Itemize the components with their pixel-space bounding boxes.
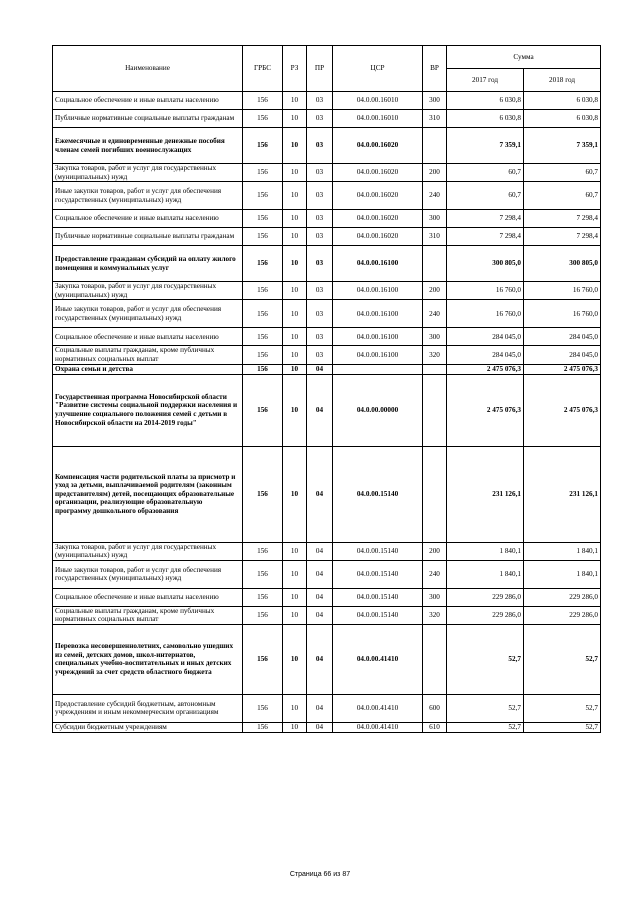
row-grbs: 156 <box>243 128 283 164</box>
row-sum-2018: 52,7 <box>524 722 601 732</box>
row-rz: 10 <box>283 364 307 374</box>
row-pr: 03 <box>307 92 333 110</box>
row-sum-2017: 7 359,1 <box>447 128 524 164</box>
row-name: Публичные нормативные социальные выплаты гражданам <box>53 110 243 128</box>
table-row <box>53 164 601 182</box>
row-vr: 320 <box>423 606 447 624</box>
row-pr: 04 <box>307 364 333 374</box>
row-sum-2017: 16 760,0 <box>447 282 524 300</box>
row-sum-2018: 6 030,8 <box>524 92 601 110</box>
table-row <box>53 346 601 364</box>
row-sum-2017: 7 298,4 <box>447 228 524 246</box>
row-rz: 10 <box>283 542 307 560</box>
table-row <box>53 92 601 110</box>
table-row <box>53 228 601 246</box>
row-vr: 300 <box>423 328 447 346</box>
row-name: Иные закупки товаров, работ и услуг для обеспечения государственных (муниципальных) нужд <box>53 560 243 588</box>
row-grbs: 156 <box>243 624 283 694</box>
row-sum-2018: 1 840,1 <box>524 560 601 588</box>
budget-table <box>52 45 601 733</box>
row-vr: 200 <box>423 542 447 560</box>
row-csr <box>333 364 423 374</box>
row-name: Закупка товаров, работ и услуг для государственных (муниципальных) нужд <box>53 282 243 300</box>
row-sum-2018: 2 475 076,3 <box>524 364 601 374</box>
row-pr: 04 <box>307 560 333 588</box>
row-name: Социальное обеспечение и иные выплаты населению <box>53 210 243 228</box>
row-rz: 10 <box>283 624 307 694</box>
row-name: Ежемесячные и единовременные денежные пособия членам семей погибших военнослужащих <box>53 128 243 164</box>
row-csr: 04.0.00.16020 <box>333 210 423 228</box>
row-sum-2017: 6 030,8 <box>447 92 524 110</box>
row-vr: 240 <box>423 560 447 588</box>
header-sum: Сумма <box>447 46 601 69</box>
row-csr: 04.0.00.41410 <box>333 722 423 732</box>
row-csr: 04.0.00.16020 <box>333 128 423 164</box>
row-vr <box>423 364 447 374</box>
row-csr: 04.0.00.16010 <box>333 110 423 128</box>
row-csr: 04.0.00.15140 <box>333 606 423 624</box>
row-rz: 10 <box>283 164 307 182</box>
row-vr: 300 <box>423 92 447 110</box>
row-grbs: 156 <box>243 588 283 606</box>
row-sum-2017: 60,7 <box>447 164 524 182</box>
row-sum-2018: 16 760,0 <box>524 300 601 328</box>
row-name: Государственная программа Новосибирской области "Развитие системы социальной поддержки населения и улучшение социального положения семей с детьми в Новосибирской области на 2014-2019 годы" <box>53 374 243 446</box>
row-pr: 04 <box>307 606 333 624</box>
row-sum-2018: 231 126,1 <box>524 446 601 542</box>
row-vr: 200 <box>423 282 447 300</box>
row-sum-2018: 16 760,0 <box>524 282 601 300</box>
row-sum-2018: 284 045,0 <box>524 346 601 364</box>
row-grbs: 156 <box>243 92 283 110</box>
row-sum-2018: 60,7 <box>524 182 601 210</box>
row-grbs: 156 <box>243 110 283 128</box>
table-row <box>53 542 601 560</box>
row-name: Иные закупки товаров, работ и услуг для обеспечения государственных (муниципальных) нужд <box>53 300 243 328</box>
row-vr <box>423 446 447 542</box>
row-csr: 04.0.00.41410 <box>333 694 423 722</box>
row-name: Перевозка несовершеннолетних, самовольно ушедших из семей, детских домов, школ-интернатов, специальных учебно-воспитательных и иных детских учреждений за счет средств областного бюджета <box>53 624 243 694</box>
row-rz: 10 <box>283 606 307 624</box>
row-sum-2017: 284 045,0 <box>447 346 524 364</box>
row-name: Социальное обеспечение и иные выплаты населению <box>53 92 243 110</box>
row-sum-2018: 7 298,4 <box>524 228 601 246</box>
row-rz: 10 <box>283 446 307 542</box>
header-name: Наименование <box>53 46 243 92</box>
table-row <box>53 246 601 282</box>
row-name: Предоставление гражданам субсидий на оплату жилого помещения и коммунальных услуг <box>53 246 243 282</box>
row-sum-2018: 229 286,0 <box>524 606 601 624</box>
row-csr: 04.0.00.16020 <box>333 164 423 182</box>
table-row <box>53 300 601 328</box>
row-rz: 10 <box>283 110 307 128</box>
row-rz: 10 <box>283 128 307 164</box>
row-pr: 04 <box>307 624 333 694</box>
row-sum-2017: 7 298,4 <box>447 210 524 228</box>
row-csr: 04.0.00.16100 <box>333 300 423 328</box>
row-rz: 10 <box>283 374 307 446</box>
row-sum-2017: 2 475 076,3 <box>447 374 524 446</box>
row-grbs: 156 <box>243 346 283 364</box>
row-sum-2017: 52,7 <box>447 624 524 694</box>
row-sum-2017: 229 286,0 <box>447 588 524 606</box>
row-csr: 04.0.00.15140 <box>333 560 423 588</box>
row-pr: 03 <box>307 346 333 364</box>
row-name: Социальные выплаты гражданам, кроме публичных нормативных социальных выплат <box>53 346 243 364</box>
row-vr: 240 <box>423 182 447 210</box>
row-vr <box>423 128 447 164</box>
header-2017: 2017 год <box>447 69 524 92</box>
row-sum-2017: 2 475 076,3 <box>447 364 524 374</box>
row-vr: 200 <box>423 164 447 182</box>
table-row <box>53 446 601 542</box>
row-rz: 10 <box>283 346 307 364</box>
row-pr: 03 <box>307 182 333 210</box>
row-sum-2017: 16 760,0 <box>447 300 524 328</box>
row-rz: 10 <box>283 328 307 346</box>
document-page <box>52 45 600 733</box>
row-vr: 240 <box>423 300 447 328</box>
row-pr: 03 <box>307 164 333 182</box>
table-row <box>53 364 601 374</box>
table-row <box>53 182 601 210</box>
row-sum-2017: 231 126,1 <box>447 446 524 542</box>
row-sum-2018: 6 030,8 <box>524 110 601 128</box>
row-csr: 04.0.00.16020 <box>333 182 423 210</box>
row-rz: 10 <box>283 588 307 606</box>
row-csr: 04.0.00.00000 <box>333 374 423 446</box>
row-sum-2018: 2 475 076,3 <box>524 374 601 446</box>
row-csr: 04.0.00.16010 <box>333 92 423 110</box>
row-csr: 04.0.00.41410 <box>333 624 423 694</box>
row-sum-2018: 7 359,1 <box>524 128 601 164</box>
row-rz: 10 <box>283 722 307 732</box>
row-sum-2017: 6 030,8 <box>447 110 524 128</box>
row-pr: 04 <box>307 446 333 542</box>
row-sum-2018: 229 286,0 <box>524 588 601 606</box>
header-vr: ВР <box>423 46 447 92</box>
row-sum-2017: 1 840,1 <box>447 560 524 588</box>
row-name: Социальные выплаты гражданам, кроме публичных нормативных социальных выплат <box>53 606 243 624</box>
row-grbs: 156 <box>243 164 283 182</box>
row-rz: 10 <box>283 282 307 300</box>
table-row <box>53 128 601 164</box>
header-grbs: ГРБС <box>243 46 283 92</box>
row-rz: 10 <box>283 300 307 328</box>
table-header <box>53 46 601 92</box>
header-pr: ПР <box>307 46 333 92</box>
row-grbs: 156 <box>243 606 283 624</box>
page-footer: Страница 66 из 87 <box>289 871 351 878</box>
row-grbs: 156 <box>243 228 283 246</box>
header-csr: ЦСР <box>333 46 423 92</box>
table-row <box>53 328 601 346</box>
row-rz: 10 <box>283 182 307 210</box>
row-grbs: 156 <box>243 694 283 722</box>
table-row <box>53 606 601 624</box>
table-row <box>53 624 601 694</box>
row-grbs: 156 <box>243 282 283 300</box>
row-csr: 04.0.00.15140 <box>333 542 423 560</box>
row-name: Предоставление субсидий бюджетным, автономным учреждениям и иным некоммерческим организациям <box>53 694 243 722</box>
row-rz: 10 <box>283 560 307 588</box>
table-row <box>53 560 601 588</box>
row-csr: 04.0.00.16100 <box>333 246 423 282</box>
header-rz: РЗ <box>283 46 307 92</box>
table-row <box>53 588 601 606</box>
row-name: Иные закупки товаров, работ и услуг для обеспечения государственных (муниципальных) нужд <box>53 182 243 210</box>
row-grbs: 156 <box>243 560 283 588</box>
row-name: Закупка товаров, работ и услуг для государственных (муниципальных) нужд <box>53 164 243 182</box>
row-name: Публичные нормативные социальные выплаты гражданам <box>53 228 243 246</box>
table-row <box>53 722 601 732</box>
row-vr <box>423 246 447 282</box>
row-vr: 300 <box>423 588 447 606</box>
row-csr: 04.0.00.16100 <box>333 328 423 346</box>
row-pr: 03 <box>307 228 333 246</box>
row-pr: 04 <box>307 542 333 560</box>
row-vr <box>423 374 447 446</box>
row-name: Закупка товаров, работ и услуг для государственных (муниципальных) нужд <box>53 542 243 560</box>
row-grbs: 156 <box>243 446 283 542</box>
row-name: Охрана семьи и детства <box>53 364 243 374</box>
row-pr: 04 <box>307 374 333 446</box>
row-sum-2018: 60,7 <box>524 164 601 182</box>
table-row <box>53 210 601 228</box>
row-rz: 10 <box>283 246 307 282</box>
row-vr: 320 <box>423 346 447 364</box>
row-sum-2017: 60,7 <box>447 182 524 210</box>
row-pr: 03 <box>307 328 333 346</box>
row-vr: 600 <box>423 694 447 722</box>
row-name: Социальное обеспечение и иные выплаты населению <box>53 588 243 606</box>
row-rz: 10 <box>283 92 307 110</box>
row-grbs: 156 <box>243 542 283 560</box>
row-sum-2018: 300 805,0 <box>524 246 601 282</box>
row-sum-2018: 1 840,1 <box>524 542 601 560</box>
table-row <box>53 374 601 446</box>
row-csr: 04.0.00.15140 <box>333 446 423 542</box>
row-pr: 03 <box>307 300 333 328</box>
table-row <box>53 282 601 300</box>
row-grbs: 156 <box>243 300 283 328</box>
header-2018: 2018 год <box>524 69 601 92</box>
row-grbs: 156 <box>243 182 283 210</box>
table-row <box>53 694 601 722</box>
row-vr: 310 <box>423 228 447 246</box>
row-vr: 300 <box>423 210 447 228</box>
row-pr: 03 <box>307 282 333 300</box>
row-sum-2018: 52,7 <box>524 624 601 694</box>
row-pr: 04 <box>307 722 333 732</box>
row-vr: 610 <box>423 722 447 732</box>
row-pr: 03 <box>307 210 333 228</box>
row-pr: 03 <box>307 128 333 164</box>
row-sum-2018: 52,7 <box>524 694 601 722</box>
row-sum-2018: 7 298,4 <box>524 210 601 228</box>
row-sum-2017: 229 286,0 <box>447 606 524 624</box>
row-name: Субсидии бюджетным учреждениям <box>53 722 243 732</box>
row-vr: 310 <box>423 110 447 128</box>
row-sum-2017: 52,7 <box>447 694 524 722</box>
row-grbs: 156 <box>243 722 283 732</box>
row-sum-2017: 1 840,1 <box>447 542 524 560</box>
row-sum-2017: 284 045,0 <box>447 328 524 346</box>
row-rz: 10 <box>283 210 307 228</box>
row-pr: 03 <box>307 110 333 128</box>
row-grbs: 156 <box>243 328 283 346</box>
row-name: Компенсация части родительской платы за присмотр и уход за детьми, выплачиваемой родителям (законным представителям) детей, посещающих образовательные организации, реализующие образовательную программу дошкольного образования <box>53 446 243 542</box>
row-pr: 04 <box>307 694 333 722</box>
row-name: Социальное обеспечение и иные выплаты населению <box>53 328 243 346</box>
row-sum-2017: 52,7 <box>447 722 524 732</box>
row-csr: 04.0.00.16020 <box>333 228 423 246</box>
row-vr <box>423 624 447 694</box>
row-rz: 10 <box>283 694 307 722</box>
row-csr: 04.0.00.16100 <box>333 346 423 364</box>
row-grbs: 156 <box>243 364 283 374</box>
row-sum-2017: 300 805,0 <box>447 246 524 282</box>
row-csr: 04.0.00.15140 <box>333 588 423 606</box>
row-pr: 03 <box>307 246 333 282</box>
table-row <box>53 110 601 128</box>
row-grbs: 156 <box>243 374 283 446</box>
row-grbs: 156 <box>243 210 283 228</box>
table-body <box>53 92 601 733</box>
row-csr: 04.0.00.16100 <box>333 282 423 300</box>
row-rz: 10 <box>283 228 307 246</box>
row-sum-2018: 284 045,0 <box>524 328 601 346</box>
row-pr: 04 <box>307 588 333 606</box>
row-grbs: 156 <box>243 246 283 282</box>
